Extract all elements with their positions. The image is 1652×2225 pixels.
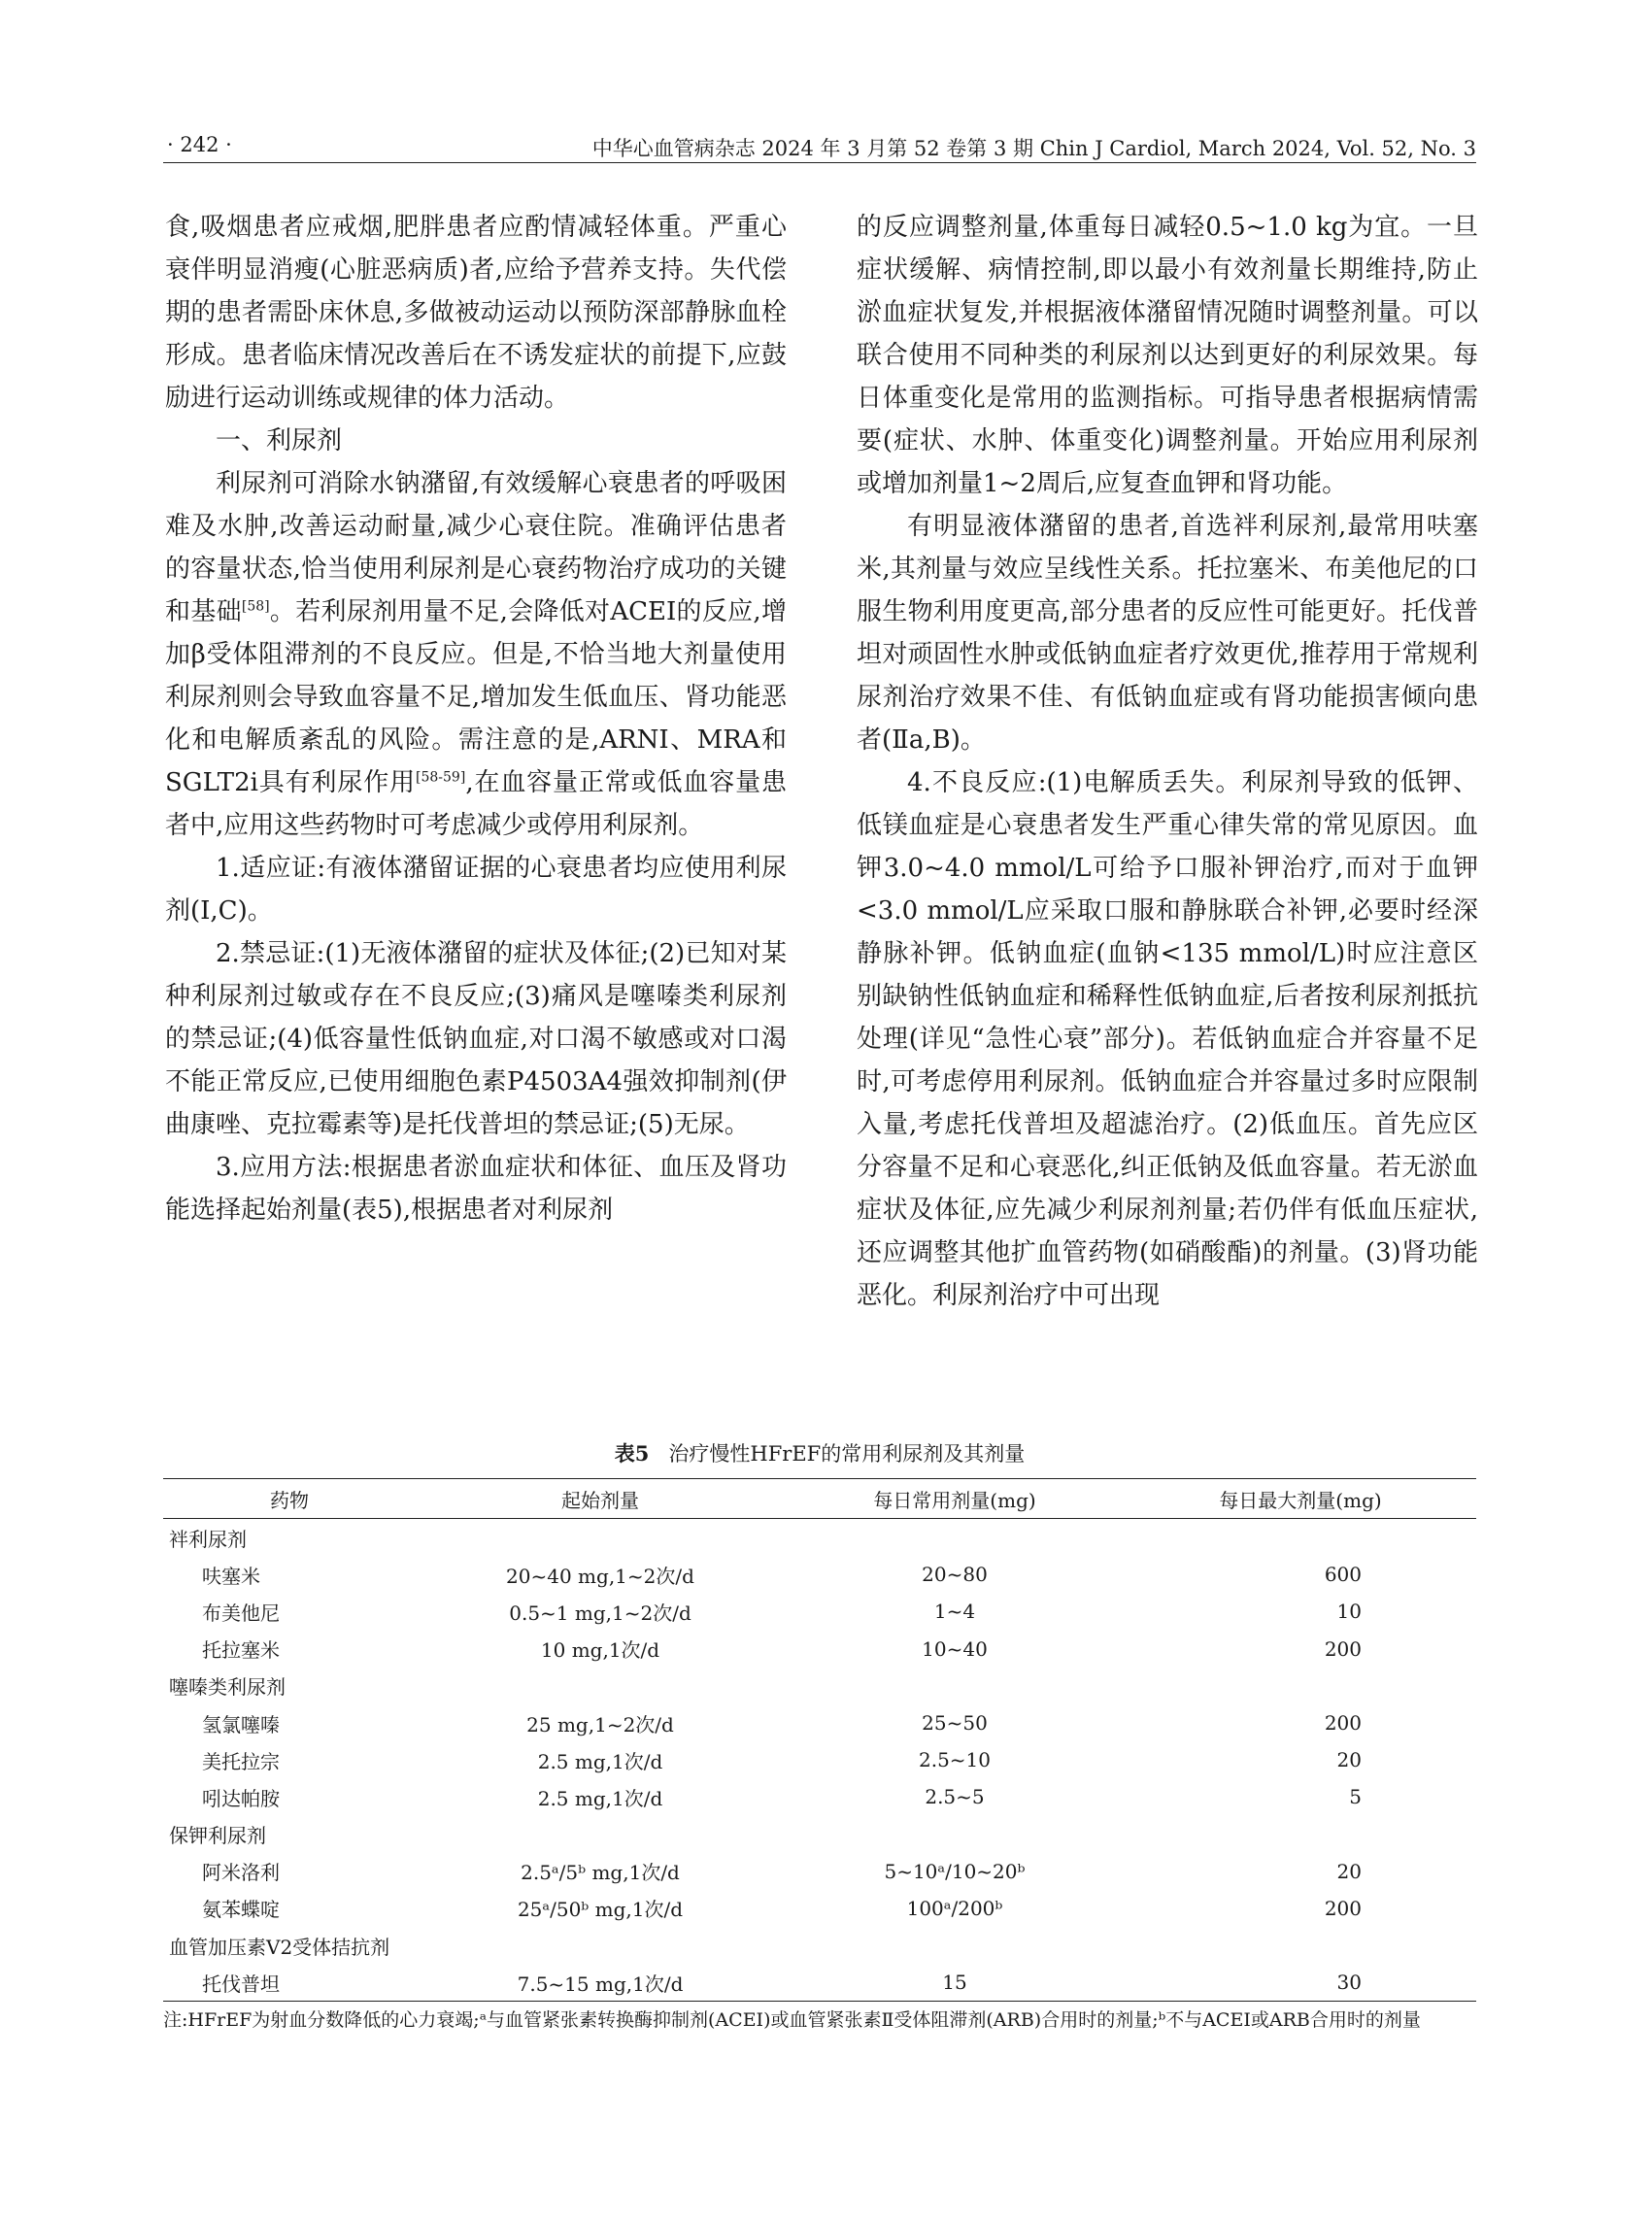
category-label: 血管加压素V2受体拮抗剂 [169,1935,390,1959]
table-caption [163,1439,1476,1468]
table-row [163,1853,1476,1890]
category-row [163,1927,1476,1964]
category-row [163,1519,1476,1557]
table-row [163,1704,1476,1741]
usual-dose: 25~50 [922,1711,988,1736]
left-column [165,206,787,1231]
table-row [163,1964,1476,2002]
table-row [163,1631,1476,1668]
paragraph-dose-adjustment: 的反应调整剂量,体重每日减轻0.5~1.0 kg为宜。一旦症状缓解、病情控制,即以最小有效剂量长期维持,防止淤血症状复发,并根据液体潴留情况随时调整剂量。可以联合使用不同种类的利尿剂以达到更好的利尿效果。每日体重变化是常用的监测指标。可指导患者根据病情需要(症状、水肿、体重变化)调整剂量。开始应用利尿剂或增加剂量1~2周后,应复查血钾和肾功能。 [857,213,1478,498]
text-segment: 利尿剂可消除水钠潴留,有效缓解心衰患者的呼吸困难及水肿,改善运动耐量,减少心衰住院。准确评估患者的容量状态,恰当使用利尿剂是心衰药物治疗成功的关键和基础 [165,469,787,626]
usual-dose: 1~4 [933,1600,976,1624]
start-dose: 7.5~15 mg,1次/d [416,1964,785,2002]
diuretics-table [163,1478,1476,2002]
table-row [163,1593,1476,1630]
table-header-row [163,1479,1476,1519]
table-row [163,1778,1476,1815]
max-dose: 20 [1336,1859,1362,1883]
category-label: 袢利尿剂 [169,1527,247,1551]
column-header: 起始剂量 [416,1479,785,1519]
paragraph-loop-diuretics: 有明显液体潴留的患者,首选袢利尿剂,最常用呋塞米,其剂量与效应呈线性关系。托拉塞米、布美他尼的口服生物利用度更高,部分患者的反应性可能更好。托伐普坦对顽固性水肿或低钠血症者疗效更优,推荐用于常规利尿剂治疗效果不佳、有低钠血症或有肾功能损害倾向患者(Ⅱa,B)。 [857,512,1478,755]
text-segment: 。若利尿剂用量不足,会降低对ACEI的反应,增加β受体阻滞剂的不良反应。但是,不恰当地大剂量使用利尿剂则会导致血容量不足,增加发生低血压、肾功能恶化和电解质紊乱的风险。需注意的是,ARNI、MRA和SGLT2i具有利尿作用 [165,597,787,797]
max-dose: 200 [1324,1711,1362,1736]
category-label: 保钾利尿剂 [169,1824,266,1848]
paragraph-indications: 1.适应证:有液体潴留证据的心衰患者均应使用利尿剂(Ⅰ,C)。 [165,854,787,926]
citation-ref: [58] [241,598,270,615]
drug-name: 布美他尼 [202,1601,280,1625]
drug-name: 托伐普坦 [163,1964,416,2002]
start-dose: 25 mg,1~2次/d [526,1712,674,1736]
usual-dose: 2.5~5 [925,1785,985,1809]
text-segment: ,在血容量正常或低血容量患者中,应用这些药物时可考虑减少或停用利尿剂。 [165,768,787,840]
journal-citation: 中华心血管病杂志 2024 年 3 月第 52 卷第 3 期 Chin J Cardiol, March 2024, Vol. 52, No. 3 [591,137,1476,160]
start-dose: 2.5ᵃ/5ᵇ mg,1次/d [521,1861,680,1885]
table-footnote: 注:HFrEF为射血分数降低的心力衰竭;ᵃ与血管紧张素转换酶抑制剂(ACEI)或血管紧张素Ⅱ受体阻滞剂(ARB)合用时的剂量;ᵇ不与ACEI或ARB合用时的剂量 [163,2009,1421,2031]
max-dose: 200 [1324,1636,1362,1661]
table-row [163,1556,1476,1593]
usual-dose: 10~40 [922,1636,988,1661]
drug-name: 氢氯噻嗪 [202,1712,280,1736]
drug-name: 呋塞米 [202,1564,260,1588]
column-header: 药物 [163,1479,416,1519]
right-column [857,206,1478,1317]
max-dose: 30 [1125,1964,1476,2002]
table-row [163,1890,1476,1927]
max-dose: 600 [1324,1563,1362,1587]
drug-name: 阿米洛利 [202,1861,280,1885]
drug-name: 托拉塞米 [202,1638,280,1663]
start-dose: 10 mg,1次/d [540,1638,660,1663]
column-header: 每日最大剂量(mg) [1125,1479,1476,1519]
drug-name: 美托拉宗 [202,1749,280,1773]
category-row [163,1816,1476,1853]
start-dose: 0.5~1 mg,1~2次/d [509,1601,691,1625]
start-dose: 20~40 mg,1~2次/d [506,1564,694,1588]
usual-dose: 15 [785,1964,1125,2002]
usual-dose: 100ᵃ/200ᵇ [906,1896,1003,1920]
section-heading-diuretics: 一、利尿剂 [216,426,343,455]
usual-dose: 2.5~10 [918,1748,991,1772]
start-dose: 2.5 mg,1次/d [537,1749,663,1773]
page-number: · 242 · [167,133,232,156]
category-label: 噻嗪类利尿剂 [169,1675,286,1700]
table-label: 表5 [614,1441,650,1466]
max-dose: 5 [1349,1785,1362,1809]
column-header: 每日常用剂量(mg) [785,1479,1125,1519]
usual-dose: 20~80 [922,1563,988,1587]
paragraph-adverse-effects: 4.不良反应:(1)电解质丢失。利尿剂导致的低钾、低镁血症是心衰患者发生严重心律失常的常见原因。血钾3.0~4.0 mmol/L可给予口服补钾治疗,而对于血钾<3.0 mmol/L应采取口服和静脉联合补钾,必要时经深静脉补钾。低钠血症(血钠<135 mmol/L)时应注意区别缺钠性低钠血症和稀释性低钠血症,后者按利尿剂抵抗处理(详见“急性心衰”部分)。若低钠血症合并容量不足时,可考虑停用利尿剂。低钠血症合并容量过多时应限制入量,考虑托伐普坦及超滤治疗。(2)低血压。首先应区分容量不足和心衰恶化,纠正低钠及低血容量。若无淤血症状及体征,应先减少利尿剂剂量;若仍伴有低血压症状,还应调整其他扩血管药物(如硝酸酯)的剂量。(3)肾功能恶化。利尿剂治疗中可出现 [857,768,1478,1310]
usual-dose: 5~10ᵃ/10~20ᵇ [884,1859,1026,1883]
max-dose: 20 [1336,1748,1362,1772]
start-dose: 25ᵃ/50ᵇ mg,1次/d [517,1898,684,1922]
max-dose: 200 [1324,1896,1362,1920]
start-dose: 2.5 mg,1次/d [537,1786,663,1810]
citation-ref: [58-59] [416,769,466,786]
paragraph-contraindications: 2.禁忌证:(1)无液体潴留的症状及体征;(2)已知对某种利尿剂过敏或存在不良反应;(3)痛风是噻嗪类利尿剂的禁忌证;(4)低容量性低钠血症,对口渴不敏感或对口渴不能正常反应,已使用细胞色素P4503A4强效抑制剂(伊曲康唑、克拉霉素等)是托伐普坦的禁忌证;(5)无尿。 [165,939,787,1139]
table-title: 治疗慢性HFrEF的常用利尿剂及其剂量 [668,1442,1026,1466]
max-dose: 10 [1336,1600,1362,1624]
paragraph-diuretics-intro [165,462,787,847]
table-row [163,1741,1476,1778]
drug-name: 氨苯蝶啶 [202,1898,280,1922]
category-row [163,1668,1476,1704]
paragraph-administration: 3.应用方法:根据患者淤血症状和体征、血压及肾功能选择起始剂量(表5),根据患者对利尿剂 [165,1153,787,1225]
page-header [163,131,1476,163]
paragraph-lifestyle: 食,吸烟患者应戒烟,肥胖患者应酌情减轻体重。严重心衰伴明显消瘦(心脏恶病质)者,应给予营养支持。失代偿期的患者需卧床休息,多做被动运动以预防深部静脉血栓形成。患者临床情况改善后在不诱发症状的前提下,应鼓励进行运动训练或规律的体力活动。 [165,213,787,413]
drug-name: 吲达帕胺 [202,1786,280,1810]
